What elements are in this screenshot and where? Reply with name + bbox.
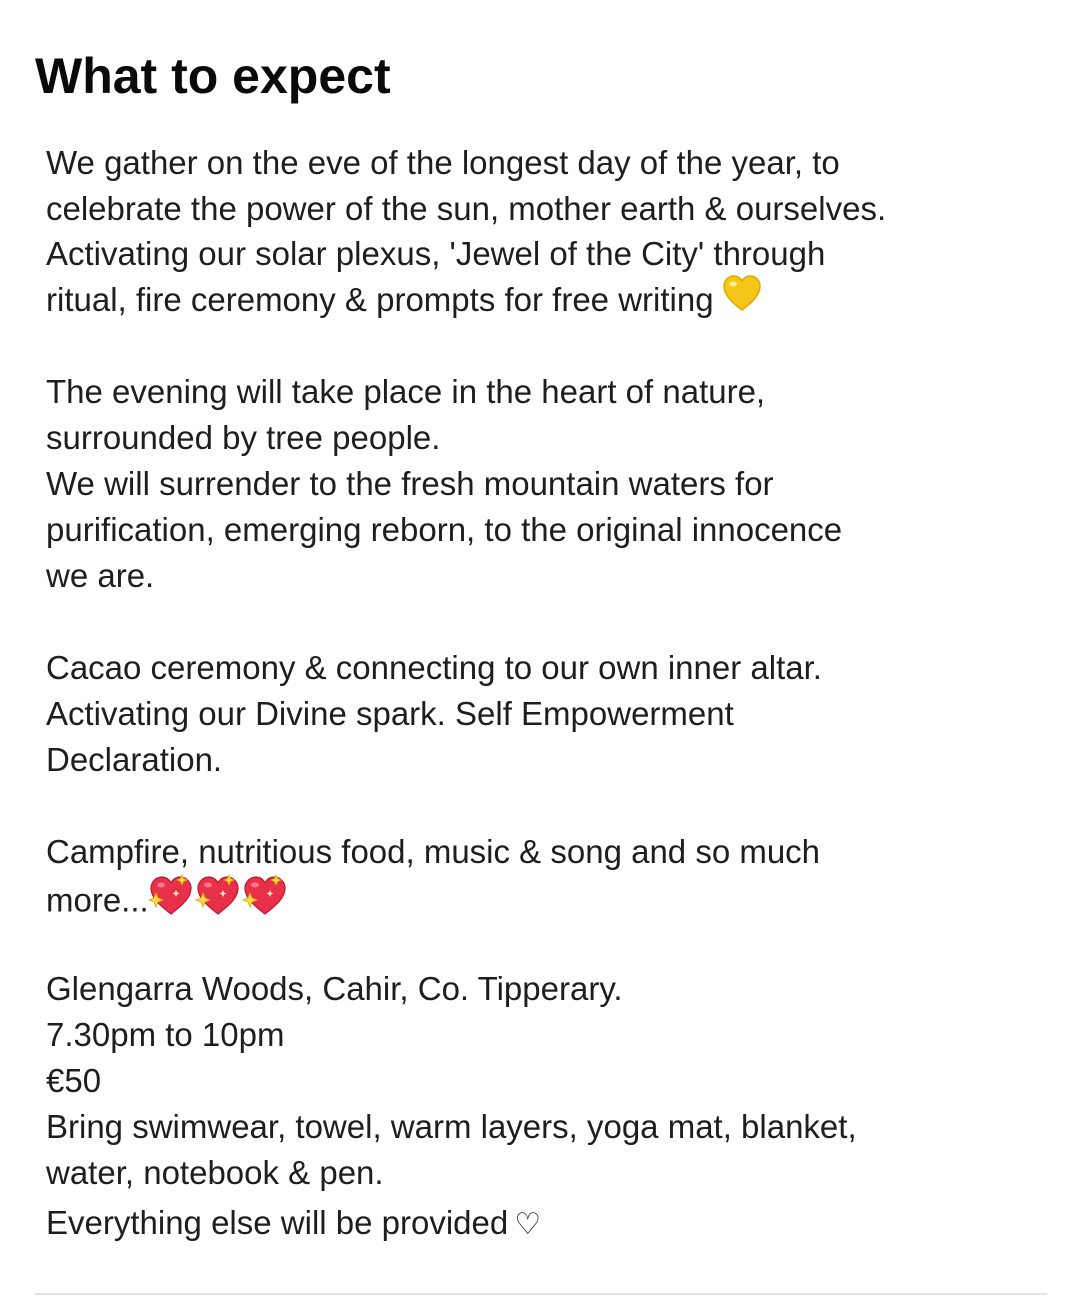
sparkling-heart-icon [193,873,243,929]
yellow-heart-icon [722,275,762,325]
description-line: Activating our solar plexus, 'Jewel of the City' through [46,235,826,272]
outline-heart-icon: ♡ [514,1208,542,1241]
section-divider [35,1293,1047,1295]
description-line: Activating our Divine spark. Self Empowerment [46,695,734,732]
description-line: surrounded by tree people. [46,419,441,456]
sparkling-heart-icon [146,873,196,929]
description-line: Campfire, nutritious food, music & song and so much [46,833,821,870]
description-line: Cacao ceremony & connecting to our own inner altar. [46,649,822,686]
provided-text: Everything else will be provided [46,1204,509,1241]
description-line: we are. [46,557,155,594]
section-title: What to expect [35,48,391,104]
event-time: 7.30pm to 10pm [46,1016,285,1053]
bring-list-line: Bring swimwear, towel, warm layers, yoga mat, blanket, [46,1108,857,1145]
sparkling-heart-icon [240,873,290,929]
bring-list-line: water, notebook & pen. [46,1154,384,1191]
description-line: purification, emerging reborn, to the original innocence [46,511,843,548]
description-line: We gather on the eve of the longest day of the year, to [46,144,840,181]
event-price: €50 [46,1062,102,1099]
description-line-with-heart [46,277,762,327]
description-line: We will surrender to the fresh mountain waters for [46,465,774,502]
event-location: Glengarra Woods, Cahir, Co. Tipperary. [46,970,623,1007]
description-line: celebrate the power of the sun, mother earth & ourselves. [46,190,887,227]
description-text: ritual, fire ceremony & prompts for free writing [46,281,714,318]
provided-note [46,1200,541,1248]
description-text: more... [46,881,149,919]
description-line: The evening will take place in the heart of nature, [46,373,766,410]
description-line-with-hearts [46,875,290,931]
description-line: Declaration. [46,741,223,778]
